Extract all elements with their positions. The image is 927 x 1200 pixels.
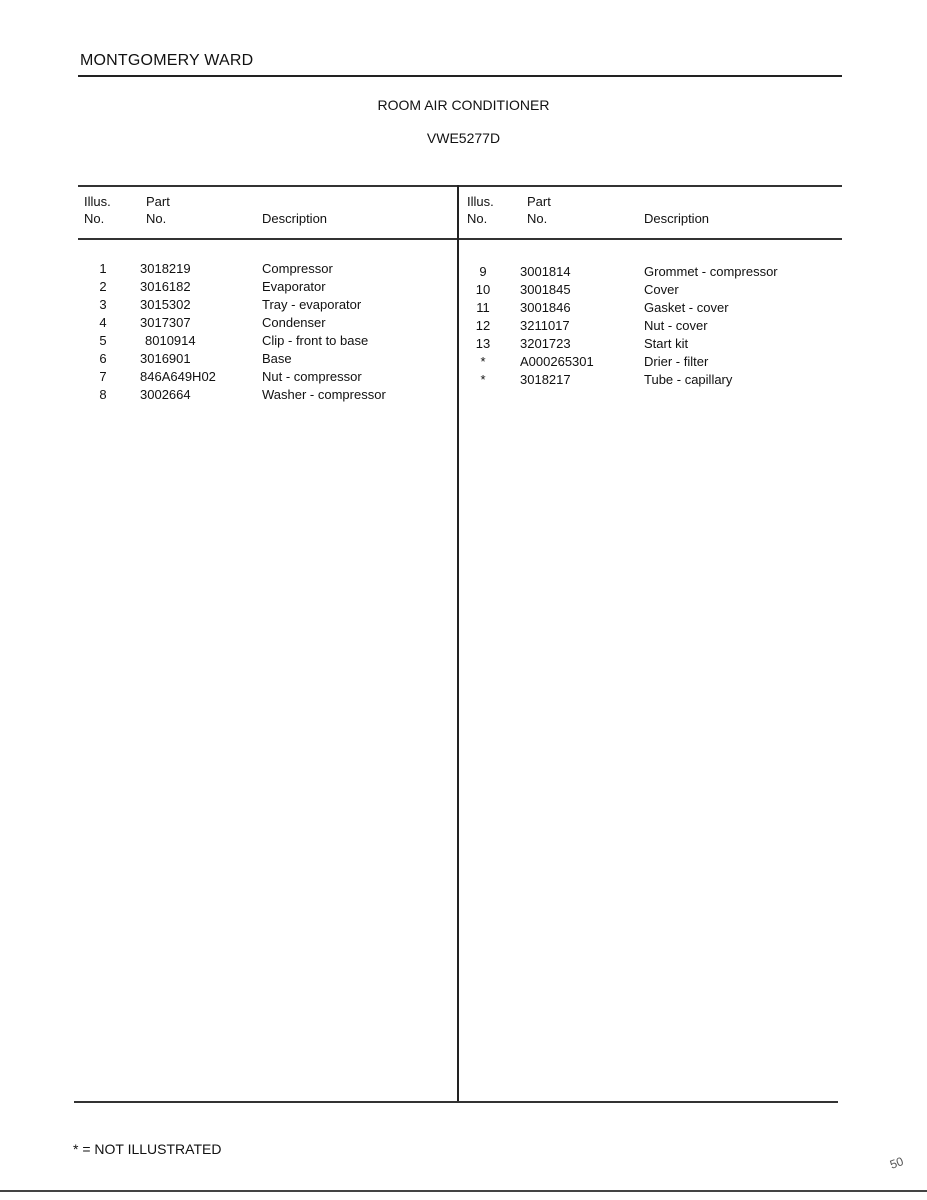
brand-name: MONTGOMERY WARD	[80, 52, 254, 69]
part-description: Tube - capillary	[644, 372, 733, 387]
part-description: Compressor	[262, 261, 333, 276]
column-divider	[457, 185, 459, 1103]
illus-number: 8	[99, 387, 107, 402]
illus-number: 5	[99, 333, 107, 348]
left-header-description: Description	[262, 211, 328, 226]
table-row	[88, 278, 386, 296]
table-row	[468, 317, 778, 335]
header-part-line1: Part	[527, 194, 551, 209]
page-mark: 50	[888, 1154, 906, 1172]
illus-number: 12	[475, 318, 491, 333]
table-row	[468, 263, 778, 281]
illus-number: 6	[99, 351, 107, 366]
illus-number: *	[480, 354, 486, 369]
part-number: 3018219	[140, 261, 191, 276]
part-description: Nut - compressor	[262, 369, 362, 384]
illus-number: 4	[99, 315, 107, 330]
header-part-line1: Part	[146, 194, 170, 209]
part-description: Drier - filter	[644, 354, 709, 369]
table-row	[468, 371, 778, 389]
illus-number: 11	[476, 300, 490, 315]
part-number: 8010914	[145, 333, 196, 348]
header-illus-line2: No.	[84, 211, 105, 226]
table-row	[88, 296, 386, 314]
part-number: A000265301	[520, 354, 594, 369]
table-row	[468, 281, 778, 299]
top-rule	[78, 75, 842, 77]
part-number: 3001845	[520, 282, 571, 297]
part-number: 3001814	[520, 264, 571, 279]
header-illus-line1: Illus.	[84, 194, 111, 209]
part-description: Tray - evaporator	[262, 297, 362, 312]
table-row	[88, 332, 386, 350]
illus-number: *	[480, 372, 486, 387]
illus-number: 3	[99, 297, 107, 312]
part-number: 3001846	[520, 300, 571, 315]
header-illus-line2: No.	[467, 211, 488, 226]
right-parts-list	[468, 263, 778, 389]
table-row	[88, 314, 386, 332]
part-description: Washer - compressor	[262, 387, 386, 402]
part-description: Cover	[644, 282, 679, 297]
table-header-bottom-rule	[78, 238, 842, 240]
part-description: Nut - cover	[644, 318, 708, 333]
illus-number: 1	[99, 261, 107, 276]
table-row	[88, 260, 386, 278]
part-number: 3016901	[140, 351, 191, 366]
illus-number: 10	[475, 282, 491, 297]
illus-number: 13	[475, 336, 491, 351]
right-header-illus	[467, 193, 494, 227]
table-header-top-rule	[78, 185, 842, 187]
left-parts-list	[88, 260, 386, 404]
part-number: 3015302	[140, 297, 191, 312]
left-header-illus	[84, 193, 111, 227]
header-part-line2: No.	[527, 211, 548, 226]
part-description: Evaporator	[262, 279, 326, 294]
page-bottom-rule	[0, 1190, 927, 1192]
part-number: 3002664	[140, 387, 191, 402]
part-description: Condenser	[262, 315, 326, 330]
document-title: ROOM AIR CONDITIONER	[377, 97, 550, 113]
table-row	[88, 368, 386, 386]
part-description: Base	[262, 351, 292, 366]
header-illus-line1: Illus.	[467, 194, 494, 209]
right-header-description: Description	[644, 211, 710, 226]
part-description: Start kit	[644, 336, 689, 351]
table-bottom-rule	[74, 1101, 838, 1103]
part-number: 3211017	[520, 318, 570, 333]
table-row	[88, 350, 386, 368]
table-row	[468, 299, 778, 317]
footnote-not-illustrated: * = NOT ILLUSTRATED	[73, 1141, 222, 1157]
part-number: 3017307	[140, 315, 191, 330]
part-number: 3016182	[140, 279, 191, 294]
part-number: 3018217	[520, 372, 571, 387]
table-row	[88, 386, 386, 404]
model-number: VWE5277D	[426, 130, 501, 146]
part-number: 3201723	[520, 336, 571, 351]
header-part-line2: No.	[146, 211, 167, 226]
part-number: 846A649H02	[140, 369, 216, 384]
table-row	[468, 335, 778, 353]
table-row	[468, 353, 778, 371]
left-header-part	[146, 193, 170, 227]
illus-number: 2	[99, 279, 107, 294]
part-description: Gasket - cover	[644, 300, 729, 315]
part-description: Grommet - compressor	[644, 264, 778, 279]
right-header-part	[527, 193, 551, 227]
illus-number: 9	[479, 264, 487, 279]
illus-number: 7	[99, 369, 107, 384]
part-description: Clip - front to base	[262, 333, 369, 348]
